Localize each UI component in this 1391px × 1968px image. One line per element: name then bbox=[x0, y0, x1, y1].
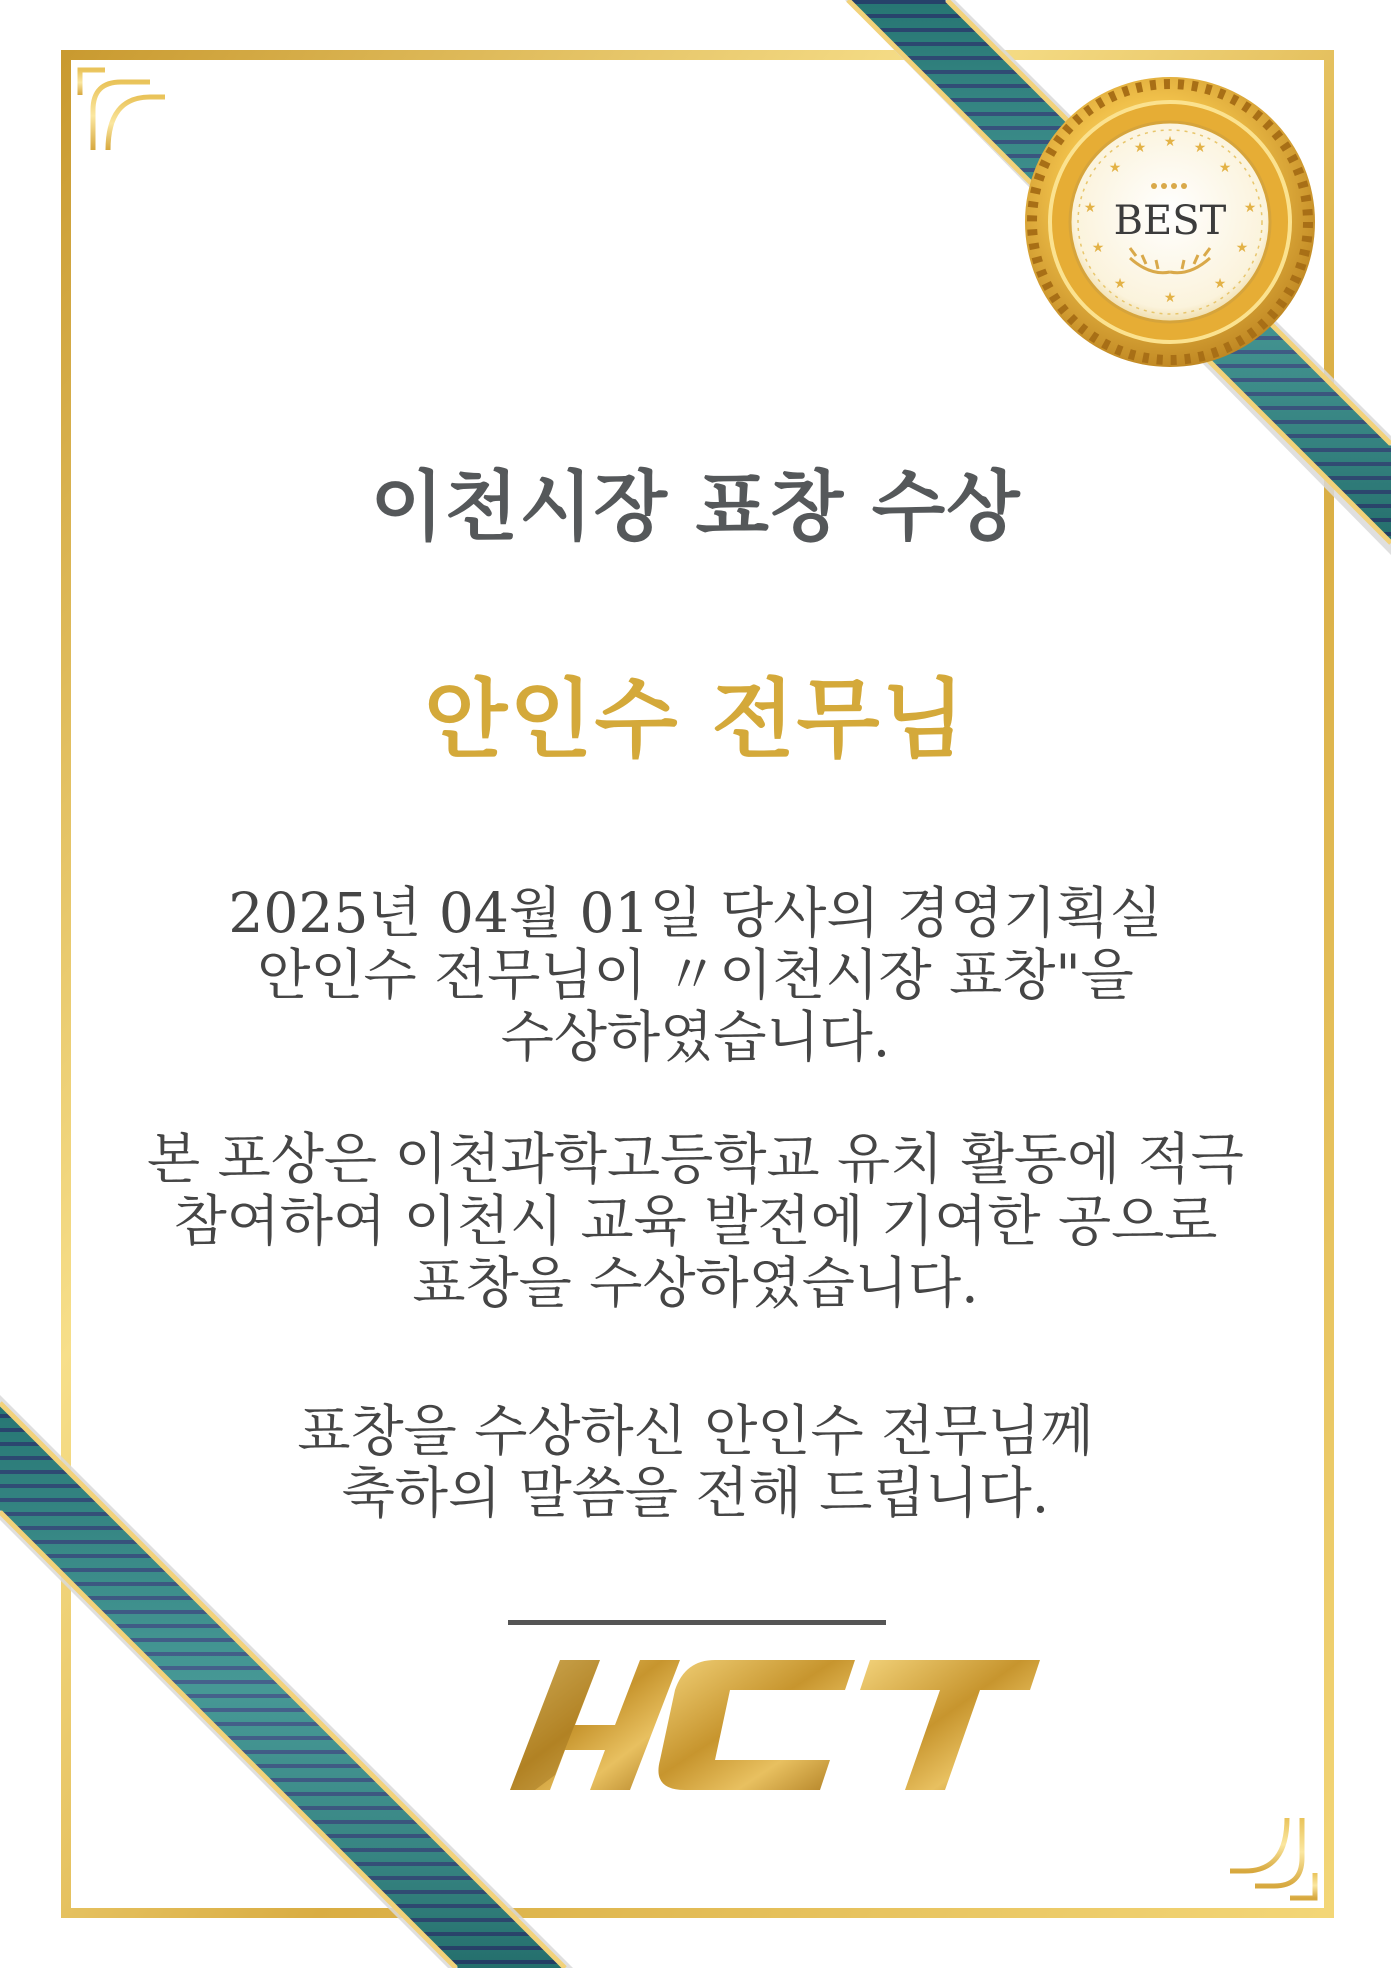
paragraph-announcement bbox=[0, 882, 1391, 1068]
svg-text:★: ★ bbox=[1235, 240, 1249, 256]
svg-text:★: ★ bbox=[1083, 200, 1097, 216]
svg-text:★: ★ bbox=[1193, 140, 1207, 156]
svg-text:★: ★ bbox=[1113, 276, 1127, 292]
paragraph-congratulation bbox=[0, 1400, 1391, 1524]
svg-text:★: ★ bbox=[1108, 160, 1122, 176]
paragraph-line: 2025년 04월 01일 당사의 경영기획실 bbox=[228, 881, 1163, 945]
paragraph-line: 참여하여 이천시 교육 발전에 기여한 공으로 bbox=[173, 1189, 1218, 1253]
certificate-title: 이천시장 표창 수상 bbox=[370, 462, 1021, 551]
recipient-name: 안인수 전무님 bbox=[424, 670, 967, 770]
svg-text:★: ★ bbox=[1213, 276, 1227, 292]
paragraph-line: 표창을 수상하였습니다. bbox=[412, 1251, 979, 1315]
signature-divider bbox=[508, 1620, 886, 1625]
badge-text: BEST bbox=[1113, 198, 1227, 244]
svg-text:★: ★ bbox=[1133, 140, 1147, 156]
paragraph-line: 표창을 수상하신 안인수 전무님께 bbox=[297, 1399, 1094, 1463]
svg-text:★: ★ bbox=[1218, 160, 1232, 176]
paragraph-reason bbox=[0, 1128, 1391, 1314]
paragraph-line: 수상하였습니다. bbox=[500, 1005, 891, 1069]
paragraph-line: 안인수 전무님이 〃이천시장 표창"을 bbox=[257, 943, 1134, 1007]
paragraph-line: 본 포상은 이천과학고등학교 유치 활동에 적극 bbox=[147, 1127, 1244, 1191]
svg-text:★: ★ bbox=[1091, 240, 1105, 256]
svg-text:★: ★ bbox=[1163, 134, 1177, 150]
svg-text:★: ★ bbox=[1163, 290, 1177, 306]
svg-text:★: ★ bbox=[1243, 200, 1257, 216]
paragraph-line: 축하의 말씀을 전해 드립니다. bbox=[341, 1461, 1050, 1525]
